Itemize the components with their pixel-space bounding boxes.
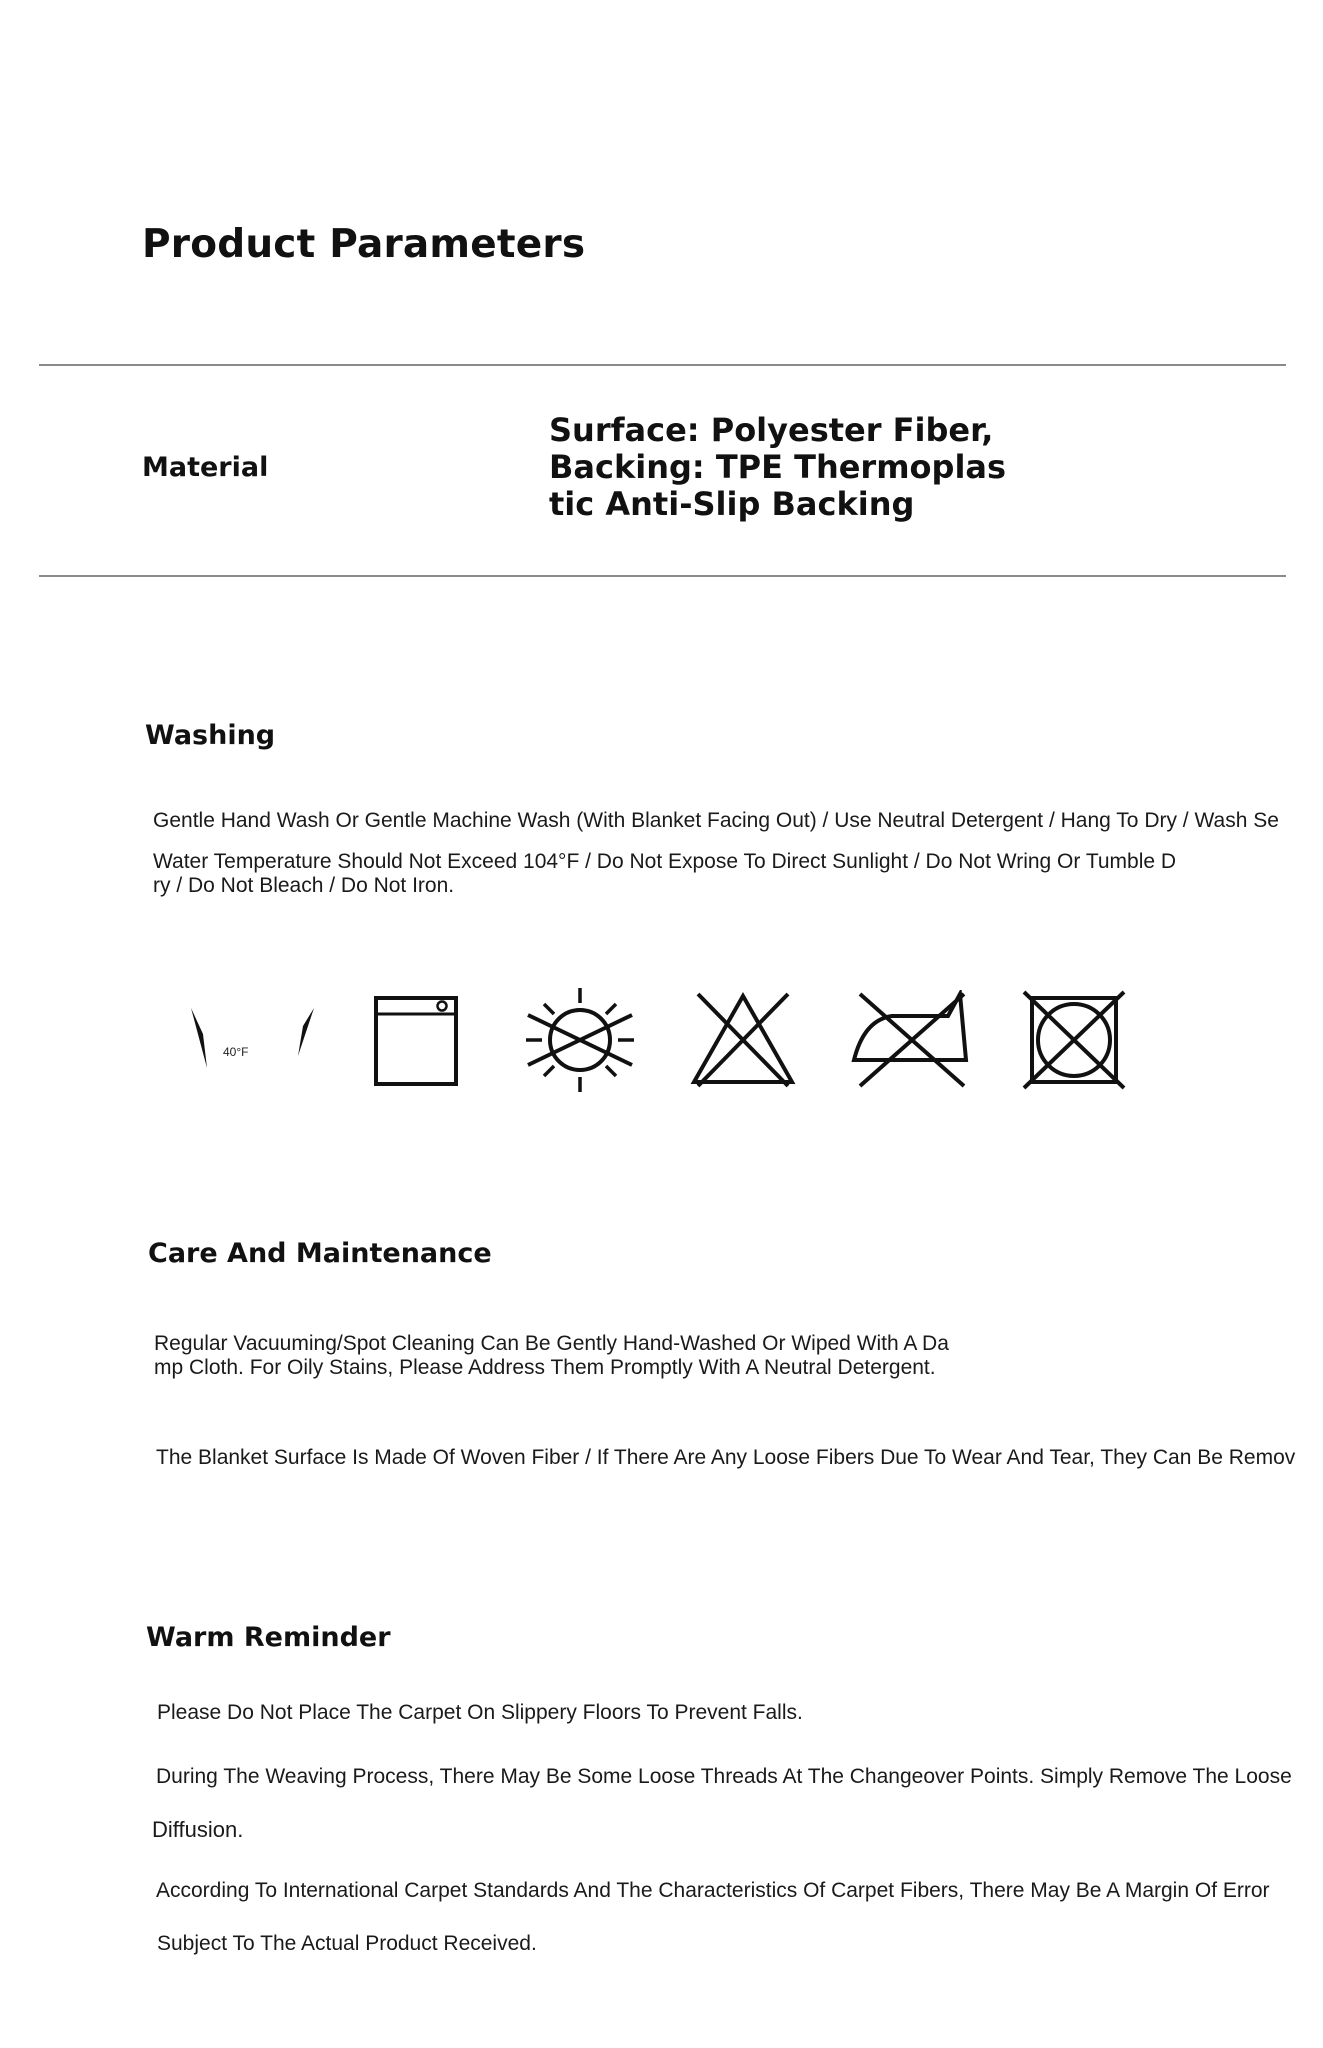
divider-top [39,364,1286,366]
parameter-label-material: Material [142,452,269,483]
hand-wash-icon [185,1000,320,1080]
washing-text-line-2: Water Temperature Should Not Exceed 104°F / Do Not Expose To Direct Sunlight / Do Not Wring Or Tumble Dry / Do Not Bleach / Do Not Iron. [153,850,1177,897]
no-direct-sunlight-icon [522,985,638,1095]
care-text-line-1: Regular Vacuuming/Spot Cleaning Can Be Gently Hand-Washed Or Wiped With A Damp Cloth. For Oily Stains, Please Address Them Promptly With A Neutral Detergent. [154,1332,949,1379]
do-not-iron-icon [850,990,972,1090]
care-text-line-2: The Blanket Surface Is Made Of Woven Fiber / If There Are Any Loose Fibers Due To Wear And Tear, They Can Be Remov [156,1446,1296,1469]
machine-wash-icon [373,995,459,1087]
reminder-heading: Warm Reminder [146,1622,391,1653]
divider-bottom [39,575,1286,577]
do-not-bleach-icon [690,990,796,1090]
page-title: Product Parameters [142,222,586,267]
reminder-text-line-4: According To International Carpet Standards And The Characteristics Of Carpet Fibers, There May Be A Margin Of Error [156,1879,1270,1902]
parameter-value-material: Surface: Polyester Fiber, Backing: TPE Thermoplastic Anti-Slip Backing [549,411,1007,523]
reminder-text-line-3: Diffusion. [152,1817,244,1842]
reminder-text-line-5: Subject To The Actual Product Received. [157,1932,537,1955]
reminder-text-line-2: During The Weaving Process, There May Be Some Loose Threads At The Changeover Points. Simply Remove The Loose [156,1765,1292,1788]
do-not-tumble-dry-icon [1020,990,1128,1090]
reminder-text-line-1: Please Do Not Place The Carpet On Slippery Floors To Prevent Falls. [157,1701,803,1724]
washing-heading: Washing [145,720,276,751]
care-heading: Care And Maintenance [148,1238,492,1269]
hand-wash-temp-label: 40°F [223,1045,249,1059]
washing-text-line-1: Gentle Hand Wash Or Gentle Machine Wash (With Blanket Facing Out) / Use Neutral Detergent / Hang To Dry / Wash Se [153,809,1279,832]
